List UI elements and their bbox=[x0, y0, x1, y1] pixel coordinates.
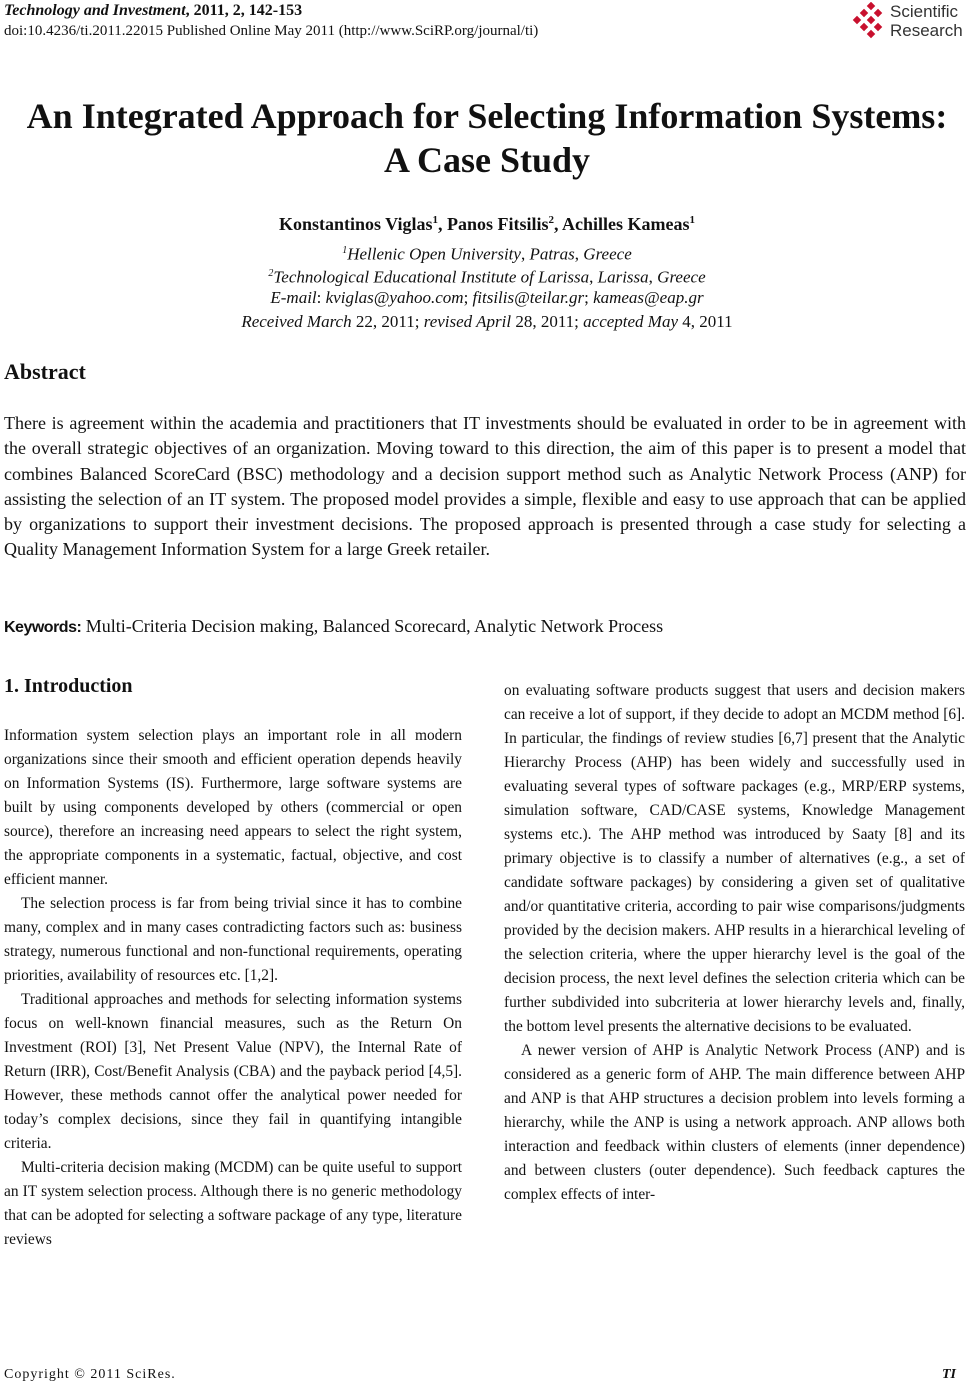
copyright-notice: Copyright © 2011 SciRes. bbox=[4, 1367, 176, 1382]
author-1-sup: 1 bbox=[432, 214, 439, 226]
author-3-sup: 1 bbox=[689, 214, 696, 226]
email-label: E-mail bbox=[270, 288, 317, 307]
paragraph: Traditional approaches and methods for selecting information systems focus on well-known financial measures, such as the Return On Investment (ROI) [3], Net Present Value (NPV), the Internal Rate of Return (IRR), Cost/Benefit Analysis (CBA) and the payback period [4,5]. However, these methods cannot offer the analytical power needed for today’s complex decisions, since they fail in quantifying intangible criteria. bbox=[4, 991, 462, 1152]
accepted-date: 4, 2011 bbox=[678, 312, 733, 331]
aff2-org: Technological Educational Institute of Larissa bbox=[273, 267, 590, 287]
paragraph: A newer version of AHP is Analytic Network Process (ANP) and is considered as a generic form of AHP. The main difference between AHP and ANP is that AHP structures a decision problem into levels forming a hierarchy, while the ANP is using a network approach. ANP allows both interaction and feedback within clusters of elements (inner dependence) and between clusters (outer dependence). Such feedback captures the complex effects of inter- bbox=[504, 1042, 965, 1203]
keywords-label: Keywords: bbox=[4, 619, 82, 636]
email-sep-1: ; bbox=[463, 288, 473, 307]
aff2-sup: 2 bbox=[268, 268, 274, 279]
author-2-sup: 2 bbox=[548, 214, 555, 226]
aff2-city: Larissa bbox=[597, 267, 649, 287]
author-2: , Panos Fitsilis bbox=[438, 214, 549, 234]
accepted-label: accepted May bbox=[583, 312, 679, 331]
abstract-heading: Abstract bbox=[4, 359, 86, 384]
received-label: Received March bbox=[241, 312, 352, 331]
title-line1: An Integrated Approach for Selecting Information Systems: bbox=[26, 96, 948, 136]
paragraph: Information system selection plays an important role in all modern organizations since their smooth and efficient operation depends heavily on Information Systems (IS). Furthermore, large software systems are built by using components developed by others (commercial or open source), therefore an increasing need appears to select the right system, the appropriate components in a systematic, factual, objective, and cost efficient manner. bbox=[4, 727, 462, 888]
left-column bbox=[4, 724, 462, 1252]
journal-header bbox=[4, 2, 302, 20]
scientific-research-logo-icon bbox=[850, 2, 890, 42]
paragraph: Multi-criteria decision making (MCDM) can be quite useful to support an IT system selection process. Although there is no generic methodology that can be adopted for selecting a software package of any type, literature reviews bbox=[4, 1159, 462, 1248]
paper-title bbox=[0, 94, 974, 182]
volume-info: , 2011, 2, 142-153 bbox=[185, 2, 303, 19]
email-link-2[interactable]: fitsilis@teilar.gr bbox=[472, 288, 585, 307]
keywords bbox=[4, 616, 663, 637]
paragraph: The selection process is far from being trivial since it has to combine many, complex and in many cases contradicting factors such as: business strategy, numerous functional and non-functional requirements, operating priorities, availability of resources etc. [1,2]. bbox=[4, 895, 462, 984]
aff1-sup: 1 bbox=[342, 245, 348, 256]
journal-name: Technology and Investment bbox=[4, 2, 186, 19]
abstract-text: There is agreement within the academia and practitioners that IT investments should be evaluated in order to be in agreement with the overall strategic objectives of an organization. Moving toward to this direction, the aim of this paper is to present a model that combines Balanced ScoreCard (BSC) methodology and a decision support method such as Analytic Network Process (ANP) for assisting the selection of an IT system. The proposed model provides a simple, flexible and easy to use approach that can be applied by organizations to support their investment decisions. The proposed approach is presented through a case study for selecting a Quality Management Information System for a large Greek retailer. bbox=[4, 413, 966, 560]
paragraph: on evaluating software products suggest that users and decision makers can receive a lot of support, if they decide to adopt an MCDM method [6]. In particular, the findings of review studies [6,7] present that the Analytic Hierarchy Process (AHP) has been widely and successfully used in evaluating several types of software packages (e.g., MRP/ERP systems, simulation software, CAD/CASE systems, Knowledge Management systems etc.). The AHP method was introduced by Saaty [8] and its primary objective is to classify a number of alternatives (e.g., a set of candidate software packages) by considering a given set of qualitative and/or quantitative criteria, according to pair wise comparisons/judgments provided by the decision makers. AHP results in a hierarchical leveling of the selection criteria, where the upper hierarchy level is the goal of the decision process, the next level defines the selection criteria which can be further subdivided into subcriteria at lower hierarchy levels and, finally, the bottom level presents the alternative decisions to be evaluated. bbox=[504, 682, 965, 1035]
section-heading: 1. Introduction bbox=[4, 675, 133, 697]
doi-line: doi:10.4236/ti.2011.22015 Published Online May 2011 (http://www.SciRP.org/journal/ti) bbox=[4, 23, 539, 39]
affiliation-2 bbox=[0, 263, 974, 289]
aff1-org: Hellenic Open University bbox=[347, 244, 521, 264]
revised-label: revised April bbox=[423, 312, 512, 331]
keywords-text: Multi-Criteria Decision making, Balanced Scorecard, Analytic Network Process bbox=[81, 616, 664, 636]
publisher-logo bbox=[850, 0, 974, 46]
author-3: , Achilles Kameas bbox=[554, 214, 690, 234]
author-list bbox=[0, 214, 974, 235]
logo-line2: Research bbox=[890, 21, 963, 40]
aff2-sep: , bbox=[589, 267, 598, 287]
email-link-3[interactable]: kameas@eap.gr bbox=[593, 288, 704, 307]
logo-text bbox=[890, 2, 963, 40]
title-line2: A Case Study bbox=[383, 140, 591, 180]
email-sep-2: ; bbox=[584, 288, 594, 307]
author-1: Konstantinos Viglas bbox=[278, 214, 433, 234]
email-colon: : bbox=[316, 288, 326, 307]
logo-line1: Scientific bbox=[890, 2, 959, 21]
dates-line bbox=[0, 311, 974, 333]
aff2-sep2: , bbox=[648, 267, 658, 287]
email-line bbox=[0, 287, 974, 309]
received-date: 22, 2011; bbox=[351, 312, 424, 331]
aff1-city: Patras bbox=[529, 244, 575, 264]
revised-date: 28, 2011; bbox=[511, 312, 584, 331]
aff1-sep2: , bbox=[574, 244, 584, 264]
aff1-country: Greece bbox=[583, 244, 632, 264]
journal-abbreviation: TI bbox=[942, 1367, 956, 1382]
right-column bbox=[504, 679, 965, 1207]
email-link-1[interactable]: kviglas@yahoo.com bbox=[325, 288, 464, 307]
aff1-sep: , bbox=[520, 244, 530, 264]
affiliation-1 bbox=[0, 240, 974, 266]
aff2-country: Greece bbox=[657, 267, 706, 287]
